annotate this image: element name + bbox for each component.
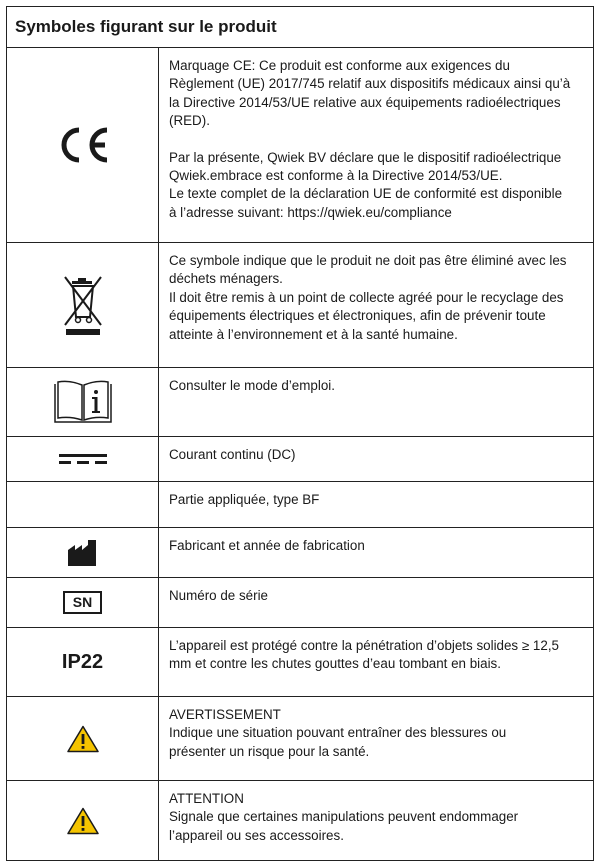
table-row: [7, 437, 594, 482]
symbol-cell: [7, 697, 159, 781]
table-row: [7, 578, 594, 628]
table-row: [7, 48, 594, 243]
description-cell: [159, 243, 594, 368]
instructions-book-icon: [52, 378, 114, 426]
symbol-cell: [7, 482, 159, 528]
serial-number-description: Numéro de série: [169, 588, 268, 603]
serial-number-icon: [63, 591, 102, 614]
direct-current-icon: [59, 452, 107, 466]
ip-rating-description: L’appareil est protégé contre la pénétration d’objets solides ≥ 12,5 mm et contre les chutes gouttes d’eau tombant en biais.: [169, 638, 559, 672]
dc-description: Courant continu (DC): [169, 447, 296, 462]
symbol-cell: [7, 48, 159, 243]
ce-mark-icon: [55, 125, 111, 165]
description-cell: [159, 697, 594, 781]
warning-triangle-icon: [67, 807, 99, 835]
symbol-cell: [7, 437, 159, 482]
symbol-cell: [7, 578, 159, 628]
caution-description: ATTENTION Signale que certaines manipulations peuvent endommager l’appareil ou ses accessoires.: [169, 791, 519, 843]
warning-description: AVERTISSEMENT Indique une situation pouvant entraîner des blessures ou présenter un risque pour la santé.: [169, 707, 507, 759]
description-cell: [159, 368, 594, 437]
table-row: [7, 243, 594, 368]
ce-description: Marquage CE: Ce produit est conforme aux exigences du Règlement (UE) 2017/745 relatif aux dispositifs médicaux ainsi qu’à la Directive 2014/53/UE relative aux équipements radioélectriques (RED).: [169, 58, 571, 129]
symbols-document: [6, 6, 594, 861]
warning-triangle-icon: [67, 725, 99, 753]
description-cell: [159, 528, 594, 578]
symbol-cell: [7, 628, 159, 697]
symbol-cell: [7, 781, 159, 861]
weee-description: Ce symbole indique que le produit ne doit pas être éliminé avec les déchets ménagers. Il doit être remis à un point de collecte agréé pour le recyclage des équipements électriques et électroniques, afin de prévenir toute atteinte à l’environnement et à la santé humaine.: [169, 253, 567, 342]
description-cell: [159, 781, 594, 861]
description-cell: [159, 437, 594, 482]
table-row: [7, 368, 594, 437]
symbols-table: [6, 6, 594, 861]
symbol-cell: [7, 243, 159, 368]
description-cell: [159, 578, 594, 628]
table-row: [7, 697, 594, 781]
ip-rating-label: IP22: [61, 650, 104, 673]
table-row: [7, 528, 594, 578]
symbol-cell: [7, 368, 159, 437]
table-row: [7, 781, 594, 861]
table-row: [7, 482, 594, 528]
crossed-bin-icon: [61, 273, 105, 337]
manual-description: Consulter le mode d’emploi.: [169, 378, 335, 393]
table-header-row: [7, 7, 594, 48]
description-cell: [159, 48, 594, 243]
manufacturer-icon: [68, 540, 98, 566]
description-cell: [159, 482, 594, 528]
table-row: [7, 628, 594, 697]
description-cell: [159, 628, 594, 697]
ce-declaration: Par la présente, Qwiek BV déclare que le dispositif radioélectrique Qwiek.embrace est conforme à la Directive 2014/53/UE. Le texte complet de la déclaration UE de conformité est disponible à l’adresse suivant: https://qwiek.eu/compliance: [169, 149, 563, 220]
symbol-cell: [7, 528, 159, 578]
serial-number-label: SN: [72, 594, 93, 610]
table-title: Symboles figurant sur le produit: [7, 7, 594, 48]
bf-description: Partie appliquée, type BF: [169, 492, 320, 507]
manufacturer-description: Fabricant et année de fabrication: [169, 538, 365, 553]
